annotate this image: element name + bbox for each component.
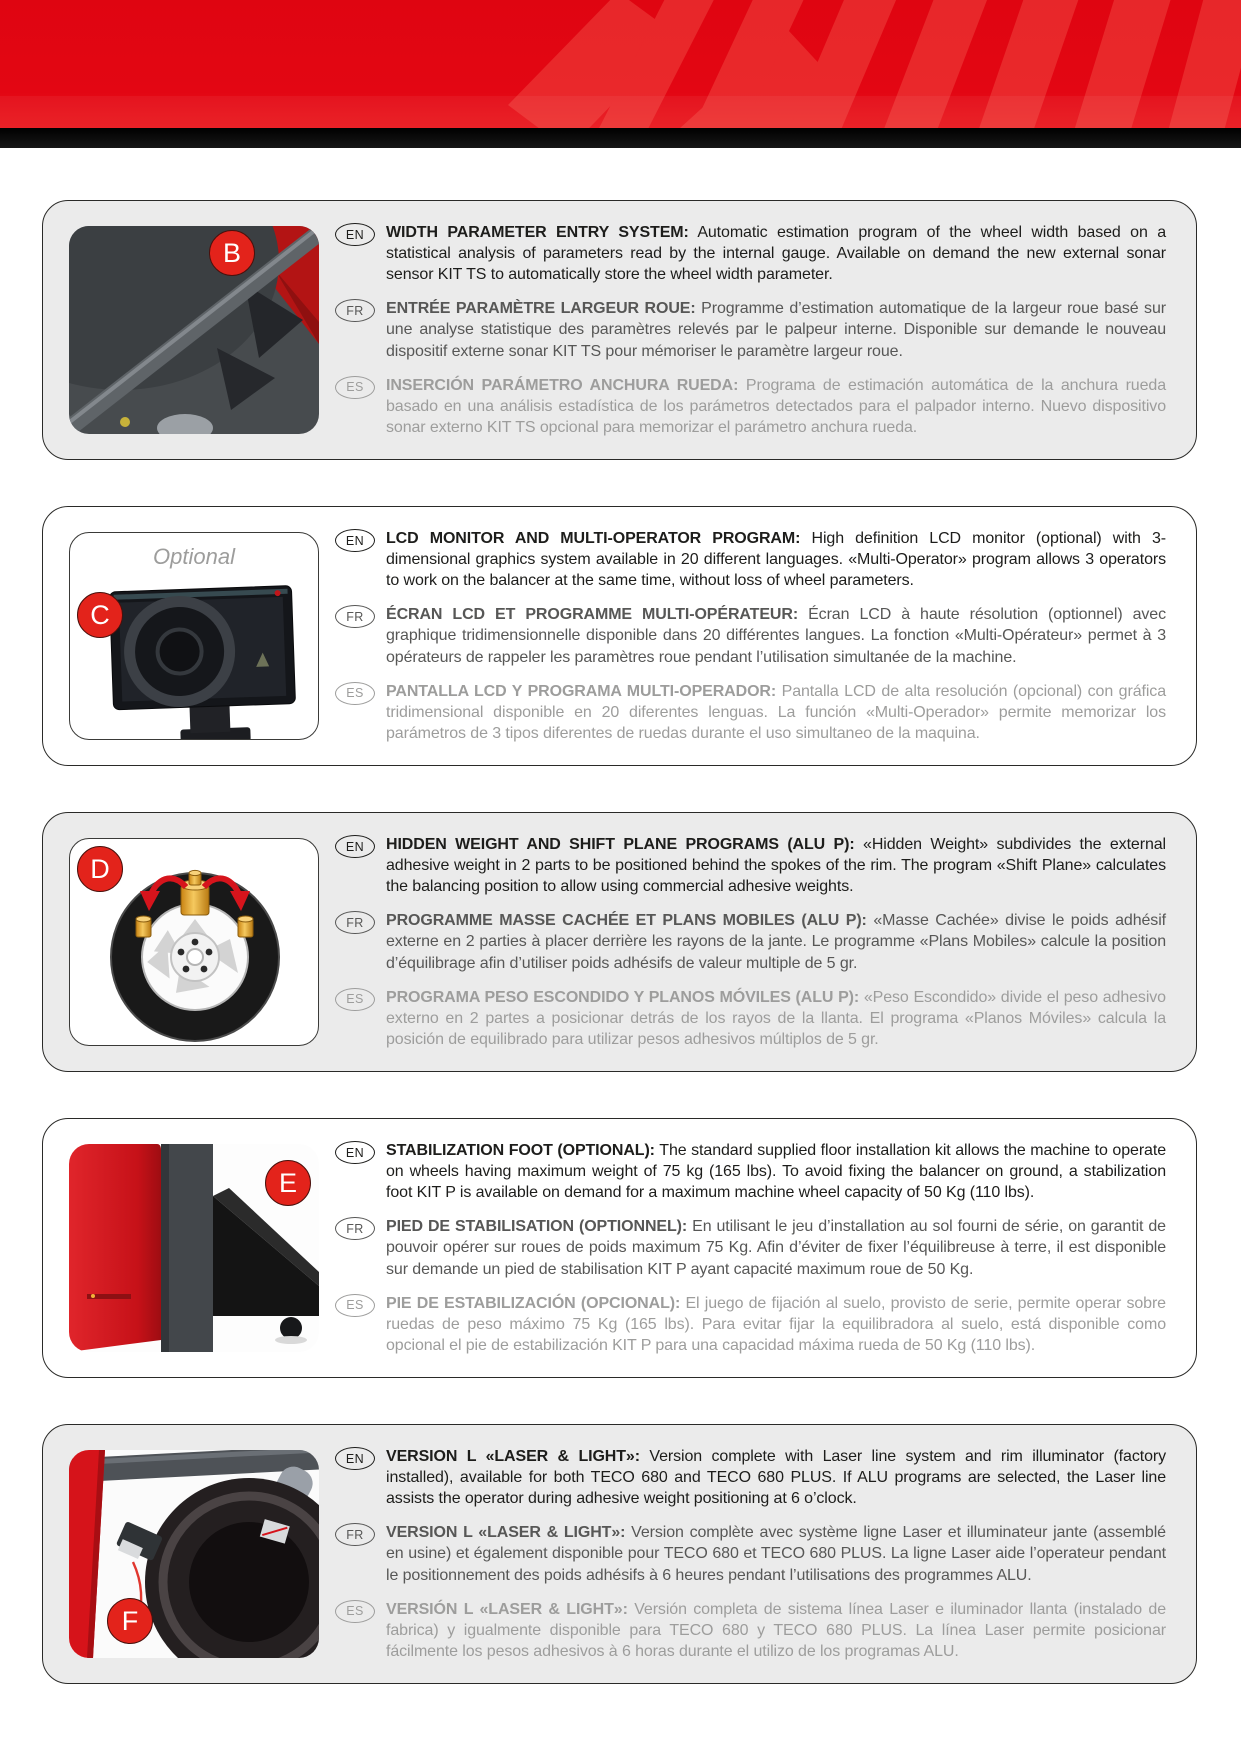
lang-badge-en: EN (335, 1141, 375, 1164)
panel-b-figure (69, 226, 319, 434)
feature-list (0, 148, 1241, 1684)
feature-badge-b: B (209, 230, 255, 276)
panel-e-figure (69, 1144, 319, 1352)
lang-badge-fr: FR (335, 1523, 375, 1546)
tire-tread-banner (0, 0, 1241, 128)
feature-badge-f: F (107, 1598, 153, 1644)
section-en (335, 1446, 1166, 1509)
wheel-gauge-photo (69, 226, 319, 434)
feature-panel-lcd-monitor (42, 506, 1197, 766)
lang-badge-fr: FR (335, 299, 375, 322)
section-es (335, 1293, 1166, 1356)
feature-badge-d: D (77, 846, 123, 892)
panel-f-figure (69, 1450, 319, 1658)
paragraph-en: HIDDEN WEIGHT AND SHIFT PLANE PROGRAMS (ALU P): «Hidden Weight» subdivides the external adhesive weight in 2 parts to be positioned behind the spokes of the rim. The program «Shift Plane» calculates the balancing position to allow using commercial adhesive weights. (386, 836, 1167, 896)
section-fr (335, 298, 1166, 361)
paragraph-en: LCD MONITOR AND MULTI-OPERATOR PROGRAM: High definition LCD monitor (optional) with 3-dimensional graphics system available in 20 different languages. «Multi-Operator» program allows 3 operators to work on the balancer at the same time, without loss of wheel parameters. (386, 530, 1166, 590)
feature-panel-laser-light (42, 1424, 1197, 1684)
paragraph-fr: ÉCRAN LCD ET PROGRAMME MULTI-OPÉRATEUR: Écran LCD à haute résolution (optionnel) avec graphique tridimensionnelle disponible dans 20 différentes langues. La fonction «Multi-Opérateur» permet à 3 opérateurs de rappeler les paramètres roue pendant l’utilisation simultanée de la machine. (386, 606, 1166, 666)
paragraph-es: PANTALLA LCD Y PROGRAMA MULTI-OPERADOR: Pantalla LCD de alta resolución (opcional) con gráfica tridimensional disponible en 20 diferentes lenguas. La función «Multi-Operador» permite memorizar los parámetros de 3 tipos diferentes de ruedas durante el uso simultaneo de la maquina. (386, 682, 1166, 742)
lang-badge-es: ES (335, 1600, 375, 1623)
panel-d-figure (69, 838, 319, 1046)
section-es (335, 375, 1166, 438)
paragraph-en: STABILIZATION FOOT (OPTIONAL): The standard supplied floor installation kit allows the machine to operate on wheels having maximum weight of 75 kg (165 lbs). To avoid fixing the balancer on ground, a stabilization foot KIT P is available on demand for a maximum machine wheel capacity of 50 Kg (110 lbs). (386, 1142, 1167, 1202)
panel-f-texts (335, 1443, 1166, 1665)
lang-badge-es: ES (335, 988, 375, 1011)
feature-panel-hidden-weight (42, 812, 1197, 1072)
paragraph-es: PROGRAMA PESO ESCONDIDO Y PLANOS MÓVILES (ALU P): «Peso Escondido» divide el peso adhesivo externo en 2 partes a posicionar detrás de los rayos de la llanta. El programa «Planos Móviles» calcula la posición de equilibrado para utilizar pesos adhesivos múltiplos de 5 gr. (386, 988, 1166, 1048)
feature-panel-width-parameter (42, 200, 1197, 460)
paragraph-en: VERSION L «LASER & LIGHT»: Version complete with Laser line system and rim illuminator (factory installed), available for both TECO 680 and TECO 680 PLUS. If ALU programs are selected, the Laser line assists the operator during adhesive weight positioning at 6 o’clock. (386, 1448, 1166, 1508)
panel-e-texts (335, 1137, 1166, 1359)
feature-badge-e: E (265, 1160, 311, 1206)
paragraph-fr: PROGRAMME MASSE CACHÉE ET PLANS MOBILES (ALU P): «Masse Cachée» divise le poids adhésif externe en 2 parties à placer derrière les rayons de la jante. Le programme «Plans Mobiles» calcule la position d’équilibrage afin d’utiliser poids adhésifs de valeur multiple de 5 gr. (386, 912, 1166, 972)
lang-badge-en: EN (335, 835, 375, 858)
paragraph-fr: VERSION L «LASER & LIGHT»: Version complète avec système ligne Laser et illuminateur jante (assemblé en usine) et également disponible pour TECO 680 et TECO 680 PLUS. La ligne Laser aide l’operateur pendant le positionnement des poids adhésifs à 6 heures pendant l’utilisations des programmes ALU. (386, 1524, 1166, 1584)
lang-badge-en: EN (335, 529, 375, 552)
section-es (335, 1599, 1166, 1662)
paragraph-en: WIDTH PARAMETER ENTRY SYSTEM: Automatic estimation program of the wheel width based on a statistical analysis of parameters read by the internal gauge. Available on demand the new external sonar sensor KIT TS to automatically store the wheel width parameter. (386, 224, 1166, 284)
section-es (335, 987, 1166, 1050)
section-fr (335, 910, 1166, 973)
header-black-stripe (0, 128, 1241, 148)
feature-panel-stabilization-foot (42, 1118, 1197, 1378)
panel-c-figure (69, 532, 319, 740)
optional-label: Optional (153, 544, 235, 569)
lang-badge-fr: FR (335, 911, 375, 934)
lang-badge-en: EN (335, 1447, 375, 1470)
paragraph-es: PIE DE ESTABILIZACIÓN (OPCIONAL): El juego de fijación al suelo, provisto de serie, permite operar sobre ruedas de peso máximo 75 Kg (165 lbs). Para evitar fijar la equilibradora al suelo, está disponible como opcional el pie de estabilización KIT P para una capacidad máxima rueda de 50 Kg (110 lbs). (386, 1294, 1166, 1354)
page-header (0, 0, 1241, 148)
lang-badge-es: ES (335, 376, 375, 399)
panel-d-texts (335, 831, 1166, 1053)
section-en (335, 1140, 1166, 1203)
lang-badge-en: EN (335, 223, 375, 246)
section-fr (335, 1216, 1166, 1279)
lang-badge-fr: FR (335, 605, 375, 628)
laser-light-photo (69, 1450, 319, 1658)
section-fr (335, 604, 1166, 667)
lang-badge-fr: FR (335, 1217, 375, 1240)
panel-c-texts (335, 525, 1166, 747)
paragraph-es: VERSIÓN L «LASER & LIGHT»: Versión completa de sistema línea Laser e iluminador llanta (instalado de fabrica) y igualmente disponible para TECO 680 y TECO 680 PLUS. La línea Laser permite posicionar fácilmente los pesos adhesivos à 6 horas durante el utilizo de los programas ALU. (386, 1600, 1166, 1660)
lang-badge-es: ES (335, 682, 375, 705)
section-es (335, 681, 1166, 744)
paragraph-fr: ENTRÉE PARAMÈTRE LARGEUR ROUE: Programme d’estimation automatique de la largeur roue basé sur une analyse statistique des paramètres relevés par le palpeur interne. Disponible sur demande le nouveau dispositif externe sonar KIT TS pour mémoriser le paramètre largeur roue. (386, 300, 1166, 360)
section-en (335, 834, 1166, 897)
section-en (335, 222, 1166, 285)
paragraph-fr: PIED DE STABILISATION (OPTIONNEL): En utilisant le jeu d’installation au sol fourni de série, on garantit de pouvoir opérer sur roues de poids maximum 75 Kg. Afin d’éviter de fixer l’équilibreuse à terre, il est disponible sur demande un pied de stabilisation KIT P ayant capacité maximum roue de 50 Kg. (386, 1218, 1166, 1278)
panel-b-photo (69, 226, 319, 434)
panel-b-texts (335, 219, 1166, 441)
lang-badge-es: ES (335, 1294, 375, 1317)
paragraph-es: INSERCIÓN PARÁMETRO ANCHURA RUEDA: Programa de estimación automática de la anchura rueda basado en una análisis estadística de los parámetros detectados para el palpador interno. Nuevo dispositivo sonar externo KIT TS opcional para memorizar el parámetro anchura rueda. (386, 376, 1166, 436)
panel-f-photo (69, 1450, 319, 1658)
section-fr (335, 1522, 1166, 1585)
feature-badge-c: C (77, 592, 123, 638)
section-en (335, 528, 1166, 591)
